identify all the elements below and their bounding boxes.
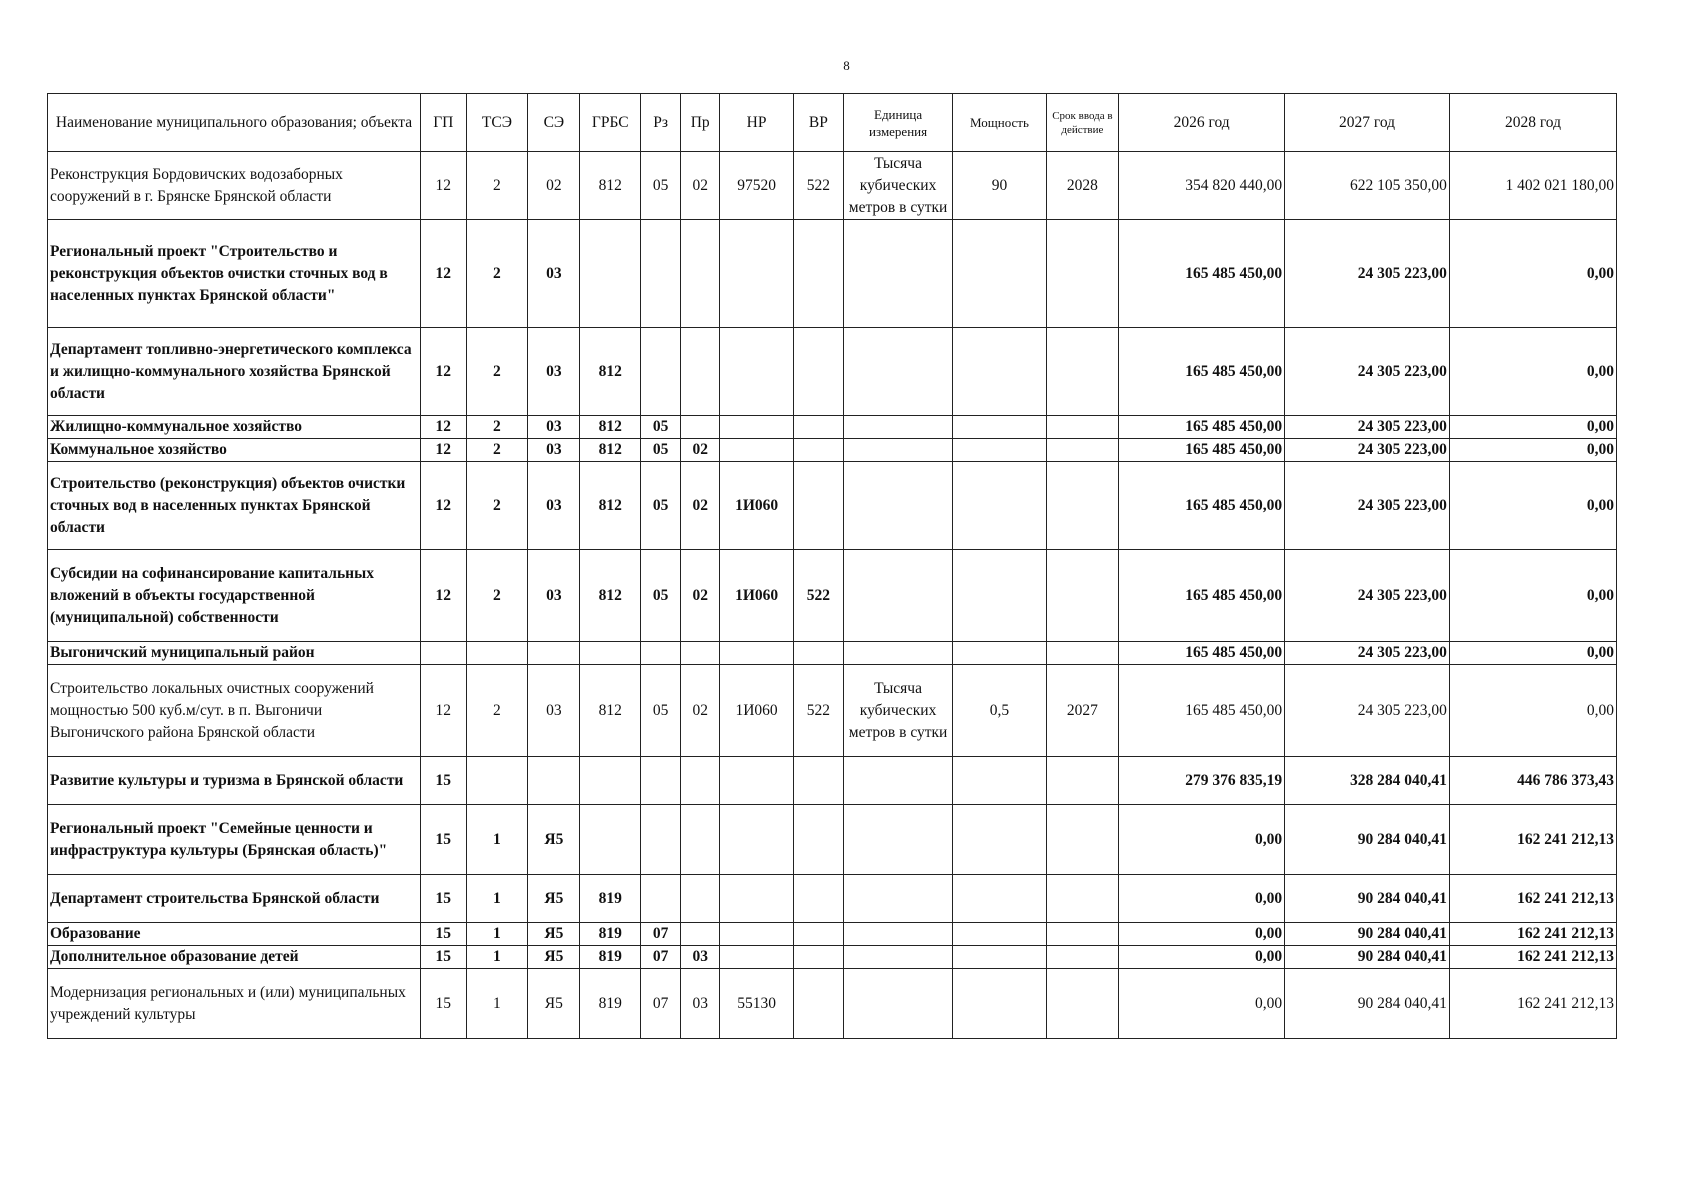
header-2028: 2028 год: [1449, 94, 1616, 152]
cell-gp: 12: [421, 220, 467, 328]
cell-capacity: 0,5: [953, 665, 1046, 757]
cell-gp: 15: [421, 923, 467, 946]
cell-capacity: [953, 220, 1046, 328]
cell-rz: 05: [641, 439, 681, 462]
cell-pr: [681, 875, 720, 923]
cell-nr: 1И060: [720, 550, 794, 642]
header-term: Срок ввода в действие: [1046, 94, 1119, 152]
cell-pr: 02: [681, 152, 720, 220]
cell-2028: 0,00: [1449, 642, 1616, 665]
table-row: [48, 642, 1617, 665]
cell-unit: Тысяча кубических метров в сутки: [843, 665, 953, 757]
cell-2026: 354 820 440,00: [1119, 152, 1285, 220]
cell-grbs: 812: [580, 439, 641, 462]
cell-2027: 24 305 223,00: [1285, 665, 1450, 757]
cell-pr: [681, 642, 720, 665]
cell-2027: 24 305 223,00: [1285, 462, 1450, 550]
cell-tse: 2: [466, 152, 528, 220]
cell-2028: 162 241 212,13: [1449, 946, 1616, 969]
cell-2027: 24 305 223,00: [1285, 642, 1450, 665]
cell-vr: [793, 462, 843, 550]
cell-2028: 0,00: [1449, 550, 1616, 642]
cell-se: 02: [528, 152, 580, 220]
table-row: [48, 969, 1617, 1039]
cell-unit: [843, 550, 953, 642]
cell-2027: 90 284 040,41: [1285, 969, 1450, 1039]
cell-grbs: [580, 757, 641, 805]
cell-se: 03: [528, 439, 580, 462]
table-row: [48, 462, 1617, 550]
cell-vr: [793, 923, 843, 946]
header-gp: ГП: [421, 94, 467, 152]
cell-se: [528, 642, 580, 665]
cell-rz: [641, 328, 681, 416]
cell-2026: 0,00: [1119, 875, 1285, 923]
cell-2026: 165 485 450,00: [1119, 328, 1285, 416]
cell-2027: 90 284 040,41: [1285, 875, 1450, 923]
header-tse: ТСЭ: [466, 94, 528, 152]
cell-2027: 328 284 040,41: [1285, 757, 1450, 805]
cell-capacity: 90: [953, 152, 1046, 220]
table-row: [48, 550, 1617, 642]
cell-nr: [720, 416, 794, 439]
header-grbs: ГРБС: [580, 94, 641, 152]
cell-tse: 1: [466, 805, 528, 875]
cell-nr: [720, 923, 794, 946]
table-row: [48, 328, 1617, 416]
cell-rz: [641, 875, 681, 923]
cell-2027: 24 305 223,00: [1285, 550, 1450, 642]
cell-2028: 162 241 212,13: [1449, 805, 1616, 875]
table-header-row: [48, 94, 1617, 152]
cell-vr: 522: [793, 550, 843, 642]
cell-unit: [843, 946, 953, 969]
cell-capacity: [953, 969, 1046, 1039]
cell-rz: 05: [641, 416, 681, 439]
cell-term: [1046, 875, 1119, 923]
cell-capacity: [953, 642, 1046, 665]
cell-2028: 1 402 021 180,00: [1449, 152, 1616, 220]
cell-pr: [681, 328, 720, 416]
cell-vr: [793, 416, 843, 439]
header-2027: 2027 год: [1285, 94, 1450, 152]
header-vr: ВР: [793, 94, 843, 152]
cell-nr: [720, 328, 794, 416]
cell-vr: [793, 642, 843, 665]
cell-2026: 0,00: [1119, 969, 1285, 1039]
cell-2028: 162 241 212,13: [1449, 923, 1616, 946]
cell-rz: [641, 805, 681, 875]
cell-2027: 24 305 223,00: [1285, 416, 1450, 439]
cell-2028: 0,00: [1449, 328, 1616, 416]
table-row: [48, 416, 1617, 439]
cell-nr: 1И060: [720, 665, 794, 757]
cell-capacity: [953, 416, 1046, 439]
cell-gp: 15: [421, 757, 467, 805]
table-row: [48, 152, 1617, 220]
cell-tse: 2: [466, 550, 528, 642]
cell-tse: 1: [466, 923, 528, 946]
cell-se: 03: [528, 328, 580, 416]
cell-tse: 2: [466, 416, 528, 439]
cell-2026: 165 485 450,00: [1119, 642, 1285, 665]
cell-tse: 2: [466, 328, 528, 416]
cell-grbs: 819: [580, 969, 641, 1039]
cell-unit: [843, 875, 953, 923]
cell-tse: 2: [466, 220, 528, 328]
cell-unit: [843, 439, 953, 462]
cell-2026: 0,00: [1119, 805, 1285, 875]
cell-rz: 07: [641, 946, 681, 969]
cell-unit: [843, 462, 953, 550]
cell-2027: 90 284 040,41: [1285, 805, 1450, 875]
cell-term: [1046, 805, 1119, 875]
cell-se: Я5: [528, 969, 580, 1039]
cell-se: [528, 757, 580, 805]
cell-term: [1046, 757, 1119, 805]
cell-se: 03: [528, 416, 580, 439]
cell-2026: 0,00: [1119, 923, 1285, 946]
cell-unit: [843, 757, 953, 805]
cell-vr: [793, 969, 843, 1039]
header-pr: Пр: [681, 94, 720, 152]
table-row: [48, 665, 1617, 757]
cell-gp: 12: [421, 416, 467, 439]
cell-grbs: [580, 805, 641, 875]
cell-name: Департамент топливно-энергетического комплекса и жилищно-коммунального хозяйства Брянской области: [48, 328, 421, 416]
cell-grbs: 812: [580, 462, 641, 550]
cell-2027: 24 305 223,00: [1285, 220, 1450, 328]
cell-pr: 03: [681, 946, 720, 969]
cell-name: Субсидии на софинансирование капитальных вложений в объекты государственной (муниципальной) собственности: [48, 550, 421, 642]
cell-tse: [466, 642, 528, 665]
cell-nr: [720, 220, 794, 328]
cell-vr: 522: [793, 665, 843, 757]
cell-se: Я5: [528, 946, 580, 969]
cell-2028: 162 241 212,13: [1449, 875, 1616, 923]
cell-term: [1046, 220, 1119, 328]
cell-vr: 522: [793, 152, 843, 220]
cell-2026: 165 485 450,00: [1119, 416, 1285, 439]
cell-nr: 55130: [720, 969, 794, 1039]
cell-grbs: 819: [580, 875, 641, 923]
table-row: [48, 946, 1617, 969]
cell-rz: [641, 220, 681, 328]
cell-gp: 15: [421, 805, 467, 875]
cell-se: 03: [528, 462, 580, 550]
cell-tse: [466, 757, 528, 805]
cell-capacity: [953, 875, 1046, 923]
cell-name: Выгоничский муниципальный район: [48, 642, 421, 665]
cell-nr: 1И060: [720, 462, 794, 550]
cell-name: Региональный проект "Семейные ценности и инфраструктура культуры (Брянская область)": [48, 805, 421, 875]
cell-term: 2028: [1046, 152, 1119, 220]
cell-2027: 90 284 040,41: [1285, 946, 1450, 969]
cell-2026: 165 485 450,00: [1119, 462, 1285, 550]
cell-grbs: 812: [580, 550, 641, 642]
cell-capacity: [953, 439, 1046, 462]
budget-table: [47, 93, 1617, 1039]
cell-vr: [793, 805, 843, 875]
cell-2026: 279 376 835,19: [1119, 757, 1285, 805]
cell-unit: [843, 923, 953, 946]
cell-name: Развитие культуры и туризма в Брянской области: [48, 757, 421, 805]
cell-term: [1046, 462, 1119, 550]
cell-2028: 0,00: [1449, 439, 1616, 462]
header-se: СЭ: [528, 94, 580, 152]
cell-unit: [843, 969, 953, 1039]
cell-2028: 0,00: [1449, 462, 1616, 550]
cell-term: [1046, 969, 1119, 1039]
cell-vr: [793, 757, 843, 805]
cell-nr: [720, 642, 794, 665]
cell-capacity: [953, 923, 1046, 946]
cell-rz: 05: [641, 462, 681, 550]
cell-vr: [793, 328, 843, 416]
cell-name: Строительство (реконструкция) объектов очистки сточных вод в населенных пунктах Брянской области: [48, 462, 421, 550]
cell-tse: 1: [466, 946, 528, 969]
cell-capacity: [953, 462, 1046, 550]
table-row: [48, 439, 1617, 462]
cell-se: 03: [528, 665, 580, 757]
cell-name: Жилищно-коммунальное хозяйство: [48, 416, 421, 439]
cell-rz: 05: [641, 152, 681, 220]
cell-2028: 0,00: [1449, 220, 1616, 328]
cell-2026: 165 485 450,00: [1119, 665, 1285, 757]
cell-pr: 02: [681, 550, 720, 642]
cell-name: Образование: [48, 923, 421, 946]
cell-nr: [720, 805, 794, 875]
cell-pr: 03: [681, 969, 720, 1039]
cell-term: [1046, 439, 1119, 462]
cell-pr: 02: [681, 439, 720, 462]
cell-2028: 162 241 212,13: [1449, 969, 1616, 1039]
cell-nr: [720, 875, 794, 923]
cell-name: Модернизация региональных и (или) муниципальных учреждений культуры: [48, 969, 421, 1039]
cell-2027: 622 105 350,00: [1285, 152, 1450, 220]
cell-grbs: 812: [580, 665, 641, 757]
cell-name: Коммунальное хозяйство: [48, 439, 421, 462]
cell-grbs: 819: [580, 923, 641, 946]
cell-gp: 15: [421, 969, 467, 1039]
cell-capacity: [953, 757, 1046, 805]
header-2026: 2026 год: [1119, 94, 1285, 152]
cell-se: Я5: [528, 875, 580, 923]
cell-2026: 165 485 450,00: [1119, 439, 1285, 462]
cell-rz: [641, 757, 681, 805]
cell-name: Департамент строительства Брянской области: [48, 875, 421, 923]
cell-gp: 12: [421, 462, 467, 550]
cell-tse: 2: [466, 462, 528, 550]
cell-capacity: [953, 946, 1046, 969]
cell-rz: 05: [641, 665, 681, 757]
cell-2027: 90 284 040,41: [1285, 923, 1450, 946]
cell-rz: 07: [641, 969, 681, 1039]
cell-grbs: [580, 220, 641, 328]
header-unit: Единица измерения: [843, 94, 953, 152]
cell-gp: 12: [421, 439, 467, 462]
cell-2027: 24 305 223,00: [1285, 328, 1450, 416]
cell-nr: [720, 946, 794, 969]
cell-term: 2027: [1046, 665, 1119, 757]
cell-2027: 24 305 223,00: [1285, 439, 1450, 462]
cell-gp: 12: [421, 328, 467, 416]
cell-se: Я5: [528, 923, 580, 946]
cell-unit: [843, 642, 953, 665]
cell-pr: [681, 805, 720, 875]
cell-tse: 1: [466, 875, 528, 923]
cell-rz: [641, 642, 681, 665]
cell-se: Я5: [528, 805, 580, 875]
cell-gp: [421, 642, 467, 665]
cell-tse: 2: [466, 665, 528, 757]
cell-name: Строительство локальных очистных сооружений мощностью 500 куб.м/сут. в п. Выгоничи Выгоничского района Брянской области: [48, 665, 421, 757]
cell-pr: [681, 757, 720, 805]
cell-grbs: 812: [580, 328, 641, 416]
cell-tse: 1: [466, 969, 528, 1039]
cell-pr: 02: [681, 665, 720, 757]
header-rz: Рз: [641, 94, 681, 152]
cell-gp: 15: [421, 946, 467, 969]
header-name: Наименование муниципального образования; объекта: [48, 94, 421, 152]
cell-capacity: [953, 328, 1046, 416]
cell-vr: [793, 220, 843, 328]
cell-unit: [843, 805, 953, 875]
cell-term: [1046, 946, 1119, 969]
cell-term: [1046, 416, 1119, 439]
cell-vr: [793, 946, 843, 969]
table-row: [48, 923, 1617, 946]
cell-pr: [681, 416, 720, 439]
cell-capacity: [953, 805, 1046, 875]
cell-gp: 12: [421, 152, 467, 220]
cell-2026: 0,00: [1119, 946, 1285, 969]
cell-name: Реконструкция Бордовичских водозаборных сооружений в г. Брянске Брянской области: [48, 152, 421, 220]
cell-2026: 165 485 450,00: [1119, 220, 1285, 328]
cell-term: [1046, 642, 1119, 665]
cell-se: 03: [528, 550, 580, 642]
cell-unit: [843, 220, 953, 328]
table-row: [48, 805, 1617, 875]
cell-name: Региональный проект "Строительство и реконструкция объектов очистки сточных вод в населенных пунктах Брянской области": [48, 220, 421, 328]
cell-2028: 0,00: [1449, 416, 1616, 439]
cell-grbs: 812: [580, 416, 641, 439]
cell-nr: [720, 757, 794, 805]
header-capacity: Мощность: [953, 94, 1046, 152]
page-number: 8: [843, 58, 850, 73]
table-row: [48, 220, 1617, 328]
cell-se: 03: [528, 220, 580, 328]
cell-2028: 446 786 373,43: [1449, 757, 1616, 805]
cell-pr: [681, 220, 720, 328]
cell-term: [1046, 550, 1119, 642]
cell-name: Дополнительное образование детей: [48, 946, 421, 969]
cell-grbs: 819: [580, 946, 641, 969]
cell-rz: 05: [641, 550, 681, 642]
cell-unit: [843, 328, 953, 416]
cell-grbs: [580, 642, 641, 665]
cell-vr: [793, 875, 843, 923]
cell-tse: 2: [466, 439, 528, 462]
cell-2028: 0,00: [1449, 665, 1616, 757]
cell-nr: 97520: [720, 152, 794, 220]
cell-nr: [720, 439, 794, 462]
header-nr: НР: [720, 94, 794, 152]
cell-unit: Тысяча кубических метров в сутки: [843, 152, 953, 220]
cell-gp: 15: [421, 875, 467, 923]
cell-capacity: [953, 550, 1046, 642]
cell-2026: 165 485 450,00: [1119, 550, 1285, 642]
cell-gp: 12: [421, 665, 467, 757]
cell-pr: 02: [681, 462, 720, 550]
cell-vr: [793, 439, 843, 462]
cell-gp: 12: [421, 550, 467, 642]
cell-term: [1046, 923, 1119, 946]
cell-term: [1046, 328, 1119, 416]
cell-pr: [681, 923, 720, 946]
table-row: [48, 757, 1617, 805]
cell-rz: 07: [641, 923, 681, 946]
cell-grbs: 812: [580, 152, 641, 220]
cell-unit: [843, 416, 953, 439]
table-row: [48, 875, 1617, 923]
